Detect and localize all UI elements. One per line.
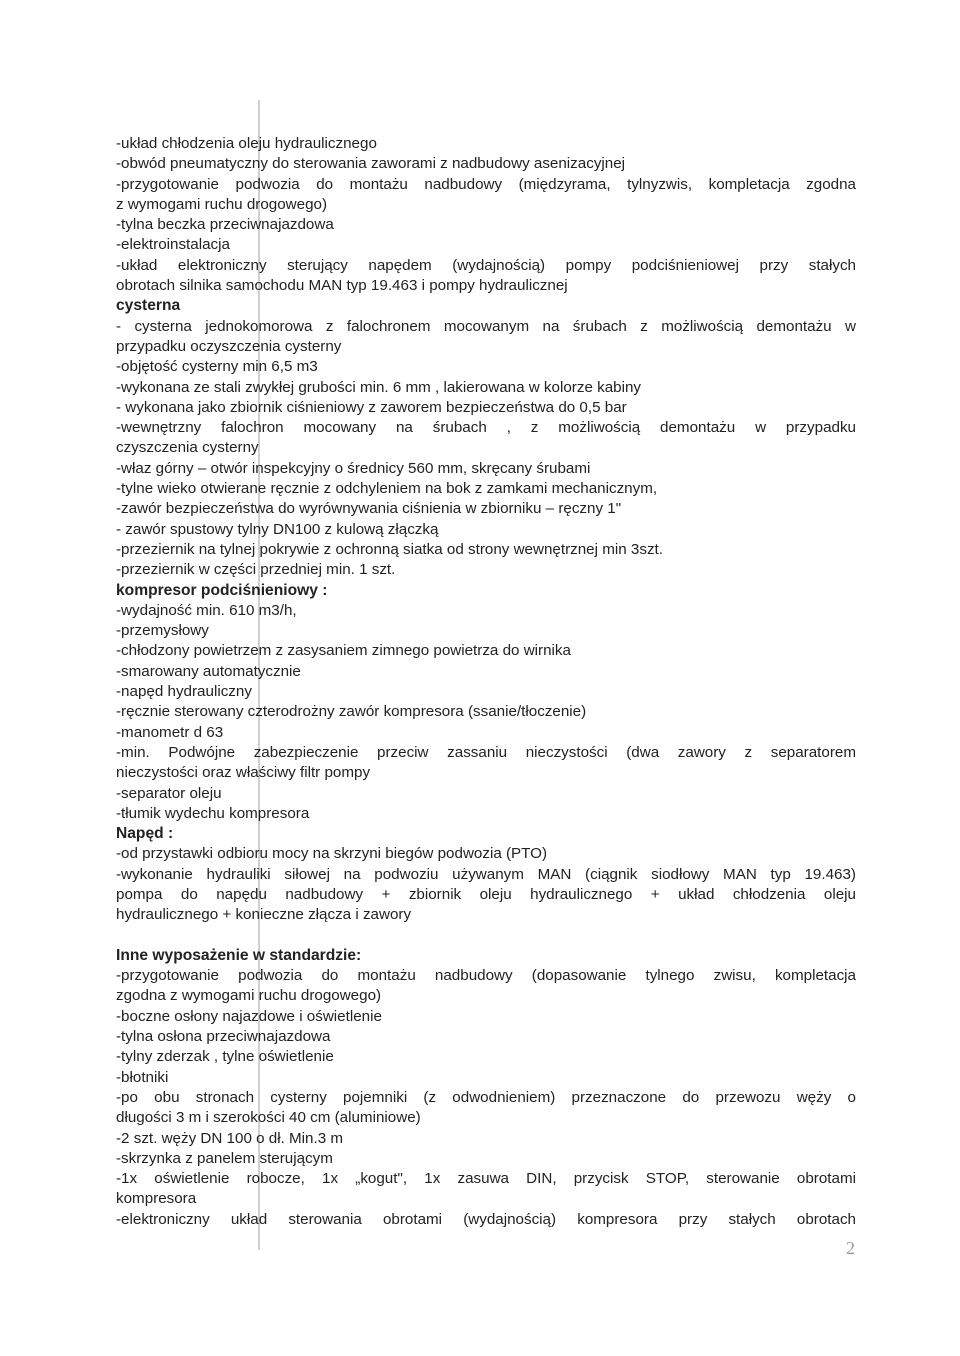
text-line: -przeziernik w części przedniej min. 1 szt. [116,561,396,579]
text-line: -przemysłowy [116,622,209,640]
text-line: -układ elektroniczny sterujący napędem (wydajnością) pompy podciśnieniowej przy stałych [116,256,856,274]
text-line: -elektroinstalacja [116,236,230,254]
text-line: obrotach silnika samochodu MAN typ 19.463 i pompy hydraulicznej [116,277,568,295]
text-line: hydraulicznego + konieczne złącza i zawory [116,906,412,924]
section-heading: cysterna [116,297,181,315]
text-line: -objętość cysterny min 6,5 m3 [116,358,318,376]
text-line: - cysterna jednokomorowa z falochronem mocowanym na śrubach z możliwością demontażu w [116,317,856,335]
text-line: -przygotowanie podwozia do montażu nadbudowy (międzyrama, tylnyzwis, kompletacja zgodna [116,175,856,193]
text-line: -elektroniczny układ sterowania obrotami (wydajnością) kompresora przy stałych obrotach [116,1210,856,1228]
text-line: nieczystości oraz właściwy filtr pompy [116,764,371,782]
text-line: - wykonana jako zbiornik ciśnieniowy z zaworem bezpieczeństwa do 0,5 bar [116,398,627,416]
text-line: -napęd hydrauliczny [116,683,252,701]
text-line: -tylny zderzak , tylne oświetlenie [116,1048,334,1066]
text-line: -właz górny – otwór inspekcyjny o średnicy 560 mm, skręcany śrubami [116,459,591,477]
text-line: -zawór bezpieczeństwa do wyrównywania ciśnienia w zbiorniku – ręczny 1" [116,500,622,518]
text-line: czyszczenia cysterny [116,439,259,457]
text-line: -chłodzony powietrzem z zasysaniem zimnego powietrza do wirnika [116,642,571,660]
text-line: pompa do napędu nadbudowy + zbiornik oleju hydraulicznego + układ chłodzenia oleju [116,885,856,903]
page-number: 2 [846,1238,855,1258]
text-line: -wykonanie hydrauliki siłowej na podwoziu używanym MAN (ciągnik siodłowy MAN typ 19.463) [116,865,856,883]
text-line: -układ chłodzenia oleju hydraulicznego [116,135,377,152]
text-line: -od przystawki odbioru mocy na skrzyni biegów podwozia (PTO) [116,845,548,863]
text-line: -po obu stronach cysterny pojemniki (z odwodnieniem) przeznaczone do przewozu węży o [116,1088,856,1106]
text-line: -separator oleju [116,784,222,802]
text-line: -tylna beczka przeciwnajazdowa [116,216,334,234]
text-line: -tłumik wydechu kompresora [116,804,310,822]
section-heading: Napęd : [116,825,174,843]
text-line: -wykonana ze stali zwykłej grubości min. 6 mm , lakierowana w kolorze kabiny [116,378,642,396]
text-line: - zawór spustowy tylny DN100 z kulową złączką [116,520,439,538]
section-heading: Inne wyposażenie w standardzie: [116,946,362,964]
text-line: -1x oświetlenie robocze, 1x „kogut", 1x zasuwa DIN, przycisk STOP, sterowanie obrotami [116,1170,856,1188]
text-line: -obwód pneumatyczny do sterowania zaworami z nadbudowy asenizacyjnej [116,155,626,173]
text-line: przypadku oczyszczenia cysterny [116,337,342,355]
text-line: -wydajność min. 610 m3/h, [116,601,297,619]
text-line: -tylna osłona przeciwnajazdowa [116,1028,331,1046]
text-line: -ręcznie sterowany czterodrożny zawór kompresora (ssanie/tłoczenie) [116,703,587,721]
text-line: -min. Podwójne zabezpieczenie przeciw zassaniu nieczystości (dwa zawory z separatorem [116,743,856,761]
section-heading: kompresor podciśnieniowy : [116,581,328,599]
text-line: -2 szt. węży DN 100 o dł. Min.3 m [116,1129,344,1147]
text-line: -wewnętrzny falochron mocowany na śrubach , z możliwością demontażu w przypadku [116,419,856,437]
text-line: zgodna z wymogami ruchu drogowego) [116,987,382,1005]
text-line: -błotniki [116,1068,169,1086]
text-line: z wymogami ruchu drogowego) [116,195,328,213]
text-line: -przygotowanie podwozia do montażu nadbudowy (dopasowanie tylnego zwisu, kompletacja [116,967,856,985]
document-body [116,134,856,1230]
text-line: -boczne osłony najazdowe i oświetlenie [116,1007,382,1025]
text-line: -tylne wieko otwierane ręcznie z odchyleniem na bok z zamkami mechanicznym, [116,480,658,498]
text-line: długości 3 m i szerokości 40 cm (aluminiowe) [116,1109,421,1127]
text-line: -manometr d 63 [116,723,224,741]
text-line: -przeziernik na tylnej pokrywie z ochronną siatka od strony wewnętrznej min 3szt. [116,540,663,558]
blank-line [116,926,856,946]
text-line: -skrzynka z panelem sterującym [116,1149,333,1167]
text-line: -smarowany automatycznie [116,662,301,680]
text-line: kompresora [116,1190,197,1208]
